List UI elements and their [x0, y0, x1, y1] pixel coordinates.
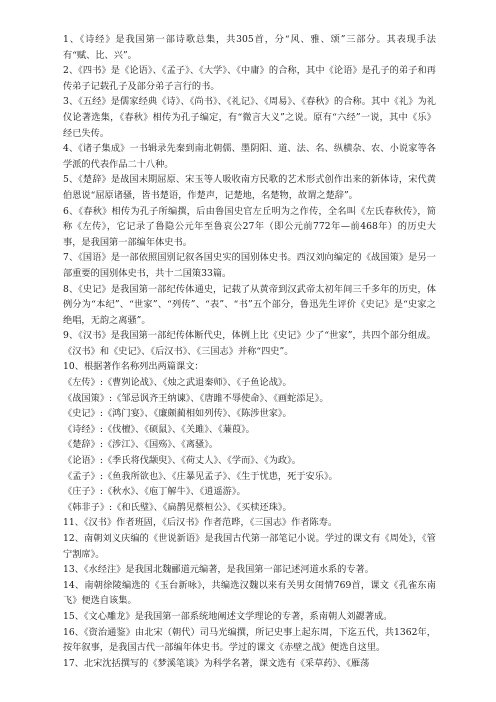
reference-line-hanfeizi: 《韩非子》:《和氏璧》、《扁鹊见蔡桓公》、《买椟还珠》。 — [63, 501, 292, 513]
reference-line-lunyu: 《论语》:《季氏将伐颛臾》、《荷丈人》、《学而》、《为政》。 — [63, 455, 301, 467]
paragraph-5: 5、《楚辞》是战国末期屈原、宋玉等人吸收南方民歌的艺术形式创作出来的新体诗，宋代黄伯恩说“屈原诸骚，皆书楚语，作楚声，记楚地，名楚物，故谓之楚辞”。 — [63, 174, 436, 201]
reference-line-zhuangzi: 《庄子》:《秋水》、《庖丁解牛》、《逍遥游》。 — [63, 486, 246, 498]
reference-line-shiji: 《史记》:《鸿门宴》、《廉颇蔺相如列传》、《陈涉世家》。 — [63, 408, 292, 420]
paragraph-2: 2、《四书》是《论语》、《孟子》、《大学》、《中庸》的合称，其中《论语》是孔子的弟子和再传弟子记载孔子及部分弟子言行的书。 — [63, 65, 436, 92]
paragraph-15: 15、《文心雕龙》是我国第一部系统地阐述文学理论的专著，系南朝人刘勰著成。 — [63, 610, 393, 622]
paragraph-10: 10、根据著作名称列出两篇课文： — [63, 361, 204, 373]
paragraph-9: 9、《汉书》是我国第一部纪传体断代史，体例上比《史记》少了“世家”，共四个部分组成。《汉书》和《史记》、《后汉书》、《三国志》并称“四史”。 — [63, 330, 436, 357]
paragraph-12: 12、南朝刘义庆编的《世说新语》是我国古代第一部笔记小说。学过的课文有《周处》，《管宁割席》。 — [63, 533, 436, 560]
reference-line-mengzi: 《孟子》:《鱼我所欲也》、《庄暴见孟子》、《生于忧患，死于安乐》。 — [63, 470, 338, 482]
paragraph-6: 6、《春秋》相传为孔子所编撰，后由鲁国史官左丘明为之作传，全名叫《左氏春秋传》，简称《左传》，它记录了鲁隐公元年至鲁哀公27年（即公元前772年—前468年）的历史大事，是我国第一部编年体史书。 — [63, 205, 436, 248]
paragraph-1: 1、《诗经》是我国第一部诗歌总集，共305首，分“风、雅、颂”三部分。其表现手法有“赋、比、兴”。 — [63, 34, 436, 61]
reference-line-chuci: 《楚辞》:《涉江》、《国殇》、《离骚》。 — [63, 439, 219, 451]
paragraph-8: 8、《史记》是我国第一部纪传体通史，记载了从黄帝到汉武帝太初年间三千多年的历史，体例分为“本纪”、“世家”、“列传”、“表”、“书”五个部分，鲁迅先生评价《史记》是“史家之绝唱，无韵之离骚”。 — [63, 283, 436, 326]
paragraph-13: 13、《水经注》是我国北魏郦道元编著，是我国第一部记述河道水系的专著。 — [63, 564, 374, 576]
reference-line-zhanguoce: 《战国策》:《邹忌讽齐王纳谏》、《唐雎不辱使命》、《画蛇添足》。 — [63, 392, 329, 404]
paragraph-3: 3、《五经》是儒家经典《诗》、《尚书》、《礼记》、《周易》、《春秋》的合称。其中《礼》为礼仪论著选集，《春秋》相传为孔子编定，有“微言大义”之说。原有“六经”一说，其中《乐》经已失传。 — [63, 96, 436, 139]
document-body — [63, 32, 436, 671]
paragraph-17: 17、北宋沈括撰写的《梦溪笔谈》为科学名著，课文选有《采草药》、《雁荡 — [63, 657, 370, 669]
paragraph-16: 16、《资治通鉴》由北宋（朝代）司马光编撰，所记史事上起东周，下迄五代，共1362年，按年叙事，是我国古代一部编年体史书。学过的课文《赤壁之战》便选自这里。 — [63, 626, 436, 654]
paragraph-14: 14、南朝徐陵编选的《玉台新咏》，共编选汉魏以来有关男女闺情769首，课文《孔雀东南飞》便选自该集。 — [63, 579, 436, 607]
paragraph-7: 7、《国语》是一部依照国别记叙各国史实的国别体史书。西汉刘向编定的《战国策》是另一部重要的国别体史书，共十二国策33篇。 — [63, 252, 436, 279]
paragraph-4: 4、《诸子集成》一书辑录先秦到南北朝儒、墨阴阳、道、法、名、纵横杂、农、小说家等各学派的代表作品二十八种。 — [63, 143, 436, 170]
paragraph-11: 11、《汉书》作者班固，《后汉书》作者范晔，《三国志》作者陈寿。 — [63, 517, 338, 529]
reference-line-shijing: 《诗经》:《伐檀》、《硕鼠》、《关雎》、《蒹葭》。 — [63, 423, 255, 435]
reference-line-zuozhuan: 《左传》:《曹刿论战》、《烛之武退秦师》、《子鱼论战》。 — [63, 377, 292, 389]
